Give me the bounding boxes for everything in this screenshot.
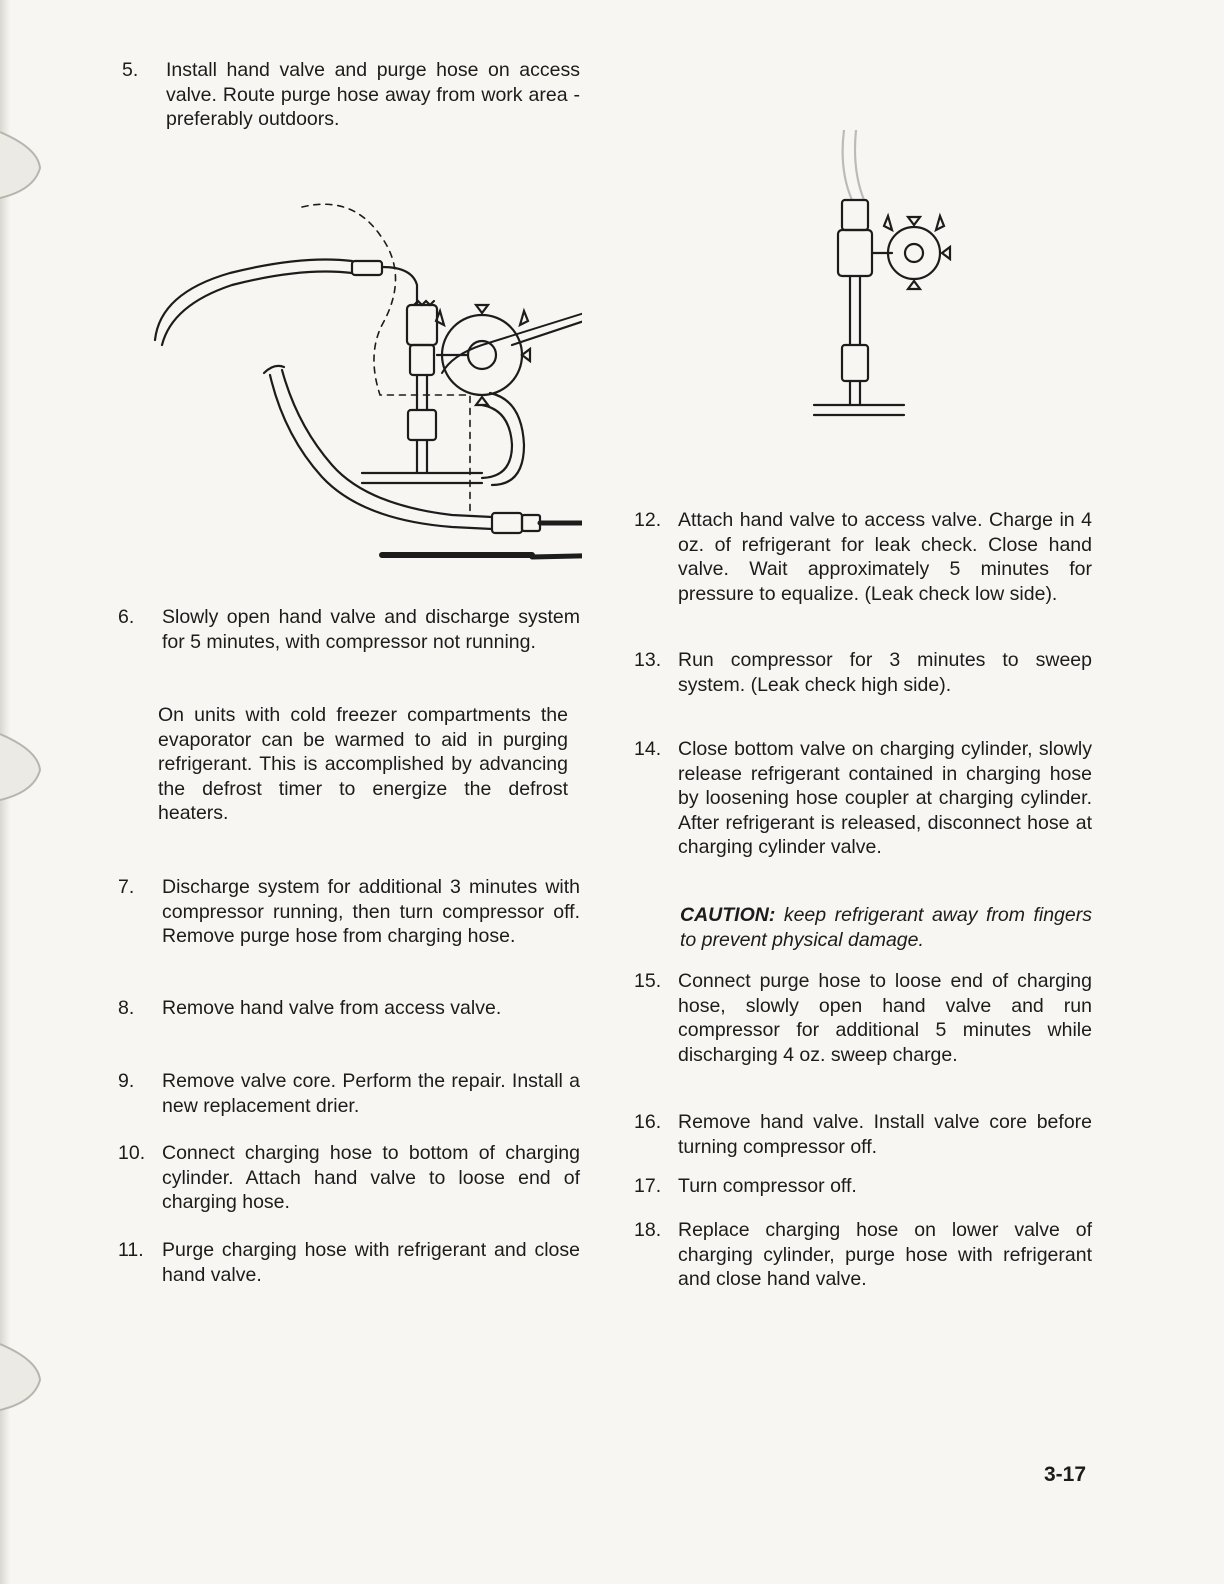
step-text: Attach hand valve to access valve. Charge in 4 oz. of refrigerant for leak check. Close hand valve. Wait approximately 5 minutes for pressure to equalize. (Leak check low side). [678, 509, 1092, 605]
step-9 [118, 1069, 580, 1118]
step-number: 13. [634, 649, 662, 671]
step-text: Install hand valve and purge hose on access valve. Route purge hose away from work area - preferably outdoors. [166, 59, 580, 131]
hand-valve-purge-hose-illustration [152, 195, 582, 570]
step-11 [118, 1238, 580, 1287]
caution-label: CAUTION: [680, 904, 776, 926]
step-text: Discharge system for additional 3 minutes with compressor running, then turn compressor off. Remove purge hose from charging hose. [162, 876, 580, 948]
step-text: Remove hand valve. Install valve core before turning compressor off. [678, 1111, 1092, 1158]
step-number: 17. [634, 1175, 662, 1197]
punch-hole-middle [0, 730, 52, 804]
step-number: 12. [634, 509, 662, 531]
step-text: Slowly open hand valve and discharge system for 5 minutes, with compressor not running. [162, 606, 580, 653]
step-8 [118, 996, 580, 1021]
step-number: 14. [634, 738, 662, 760]
caution-text: keep refrigerant away from fingers to prevent physical damage. [680, 904, 1092, 951]
step-10 [118, 1141, 580, 1215]
step-number: 7. [118, 876, 135, 898]
step-number: 6. [118, 606, 135, 628]
step-number: 16. [634, 1111, 662, 1133]
caution-note [680, 903, 1092, 952]
step-6-note: On units with cold freezer compartments the evaporator can be warmed to aid in purging refrigerant. This is accomplished by advancing the defrost timer to energize the defrost heaters. [158, 704, 568, 825]
hand-valve-closeup-illustration [804, 130, 984, 450]
step-text: Replace charging hose on lower valve of charging cylinder, purge hose with refrigerant and close hand valve. [678, 1219, 1092, 1291]
step-6 [118, 605, 580, 654]
step-number: 9. [118, 1070, 135, 1092]
step-text: Connect charging hose to bottom of charging cylinder. Attach hand valve to loose end of charging hose. [162, 1142, 580, 1214]
step-13 [634, 648, 1092, 697]
page-number: 3-17 [1043, 1463, 1086, 1486]
step-text: Remove hand valve from access valve. [162, 997, 502, 1019]
step-text: Turn compressor off. [678, 1175, 857, 1197]
step-number: 15. [634, 970, 662, 992]
step-12 [634, 508, 1092, 606]
step-number: 8. [118, 997, 135, 1019]
step-number: 5. [122, 59, 139, 81]
step-14 [634, 737, 1092, 860]
step-number: 11. [118, 1239, 144, 1261]
step-number: 18. [634, 1219, 662, 1241]
punch-hole-bottom [0, 1340, 52, 1414]
step-text: Connect purge hose to loose end of charging hose, slowly open hand valve and run compressor for additional 5 minutes while discharging 4 oz. sweep charge. [678, 970, 1092, 1066]
step-text: Run compressor for 3 minutes to sweep system. (Leak check high side). [678, 649, 1092, 696]
step-18 [634, 1218, 1092, 1292]
punch-hole-top [0, 128, 52, 202]
step-number: 10. [118, 1142, 146, 1164]
step-7 [118, 875, 580, 949]
step-text: Close bottom valve on charging cylinder, slowly release refrigerant contained in charging hose by loosening hose coupler at charging cylinder. After refrigerant is released, disconnect hose at charging cylinder valve. [678, 738, 1092, 859]
step-16 [634, 1110, 1092, 1159]
step-text: Purge charging hose with refrigerant and close hand valve. [162, 1239, 580, 1286]
step-5 [122, 58, 580, 132]
step-15 [634, 969, 1092, 1067]
step-text: Remove valve core. Perform the repair. Install a new replacement drier. [162, 1070, 580, 1117]
step-17 [634, 1174, 1092, 1199]
